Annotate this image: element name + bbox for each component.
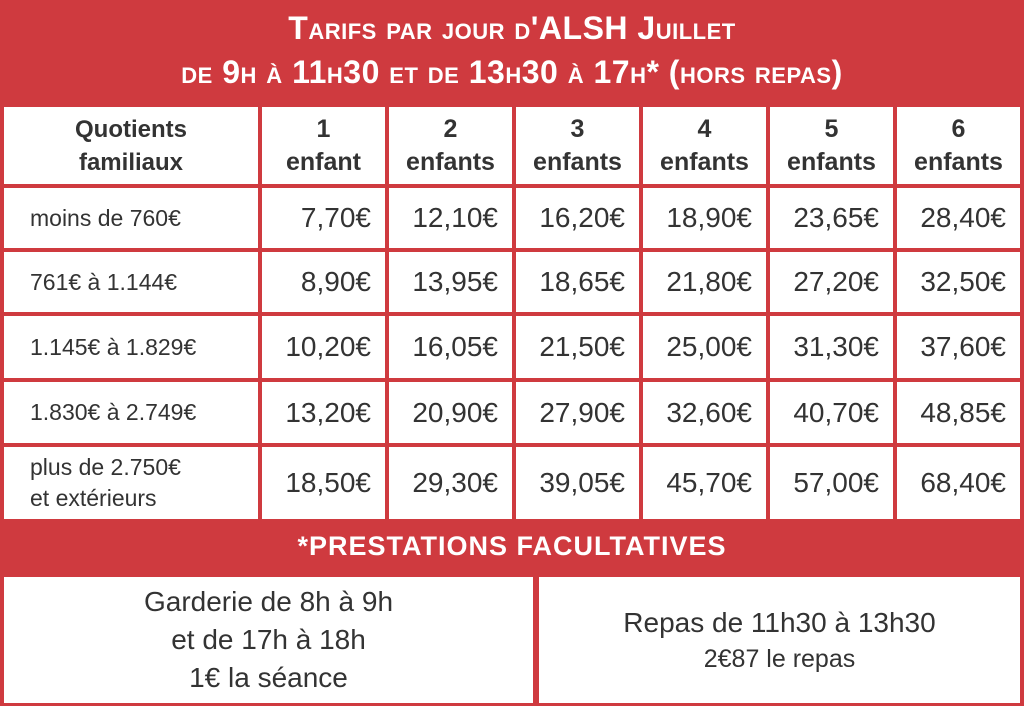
header-text: enfants [406, 147, 495, 176]
prestations-heading: *PRESTATIONS FACULTATIVES [297, 530, 727, 561]
price-cell: 13,20€ [262, 382, 385, 443]
price-cell: 31,30€ [770, 316, 893, 378]
price-cell: 32,50€ [897, 252, 1020, 312]
header-text: 4 [697, 114, 712, 143]
header-children-2 [389, 107, 512, 184]
header-children-1 [262, 107, 385, 184]
header-text: enfant [286, 147, 361, 176]
price-cell: 16,20€ [516, 188, 639, 248]
row-label-text: 1.145€ à 1.829€ [30, 333, 197, 360]
price-cell: 39,05€ [516, 447, 639, 519]
price-cell: 21,50€ [516, 316, 639, 378]
repas-line-1: Repas de 11h30 à 13h30 [623, 607, 936, 638]
header-children-5 [770, 107, 893, 184]
row-label-text: plus de 2.750€ [30, 454, 181, 480]
header-text: Quotients [75, 115, 187, 143]
price-cell: 29,30€ [389, 447, 512, 519]
header-text: 6 [951, 114, 966, 143]
row-label [4, 316, 258, 378]
header-text: 2 [443, 114, 458, 143]
row-label-text: 761€ à 1.144€ [30, 268, 178, 295]
price-cell: 57,00€ [770, 447, 893, 519]
price-cell: 18,50€ [262, 447, 385, 519]
garderie-line-2: et de 17h à 18h [171, 624, 366, 655]
price-cell: 23,65€ [770, 188, 893, 248]
price-cell: 21,80€ [643, 252, 766, 312]
price-cell: 45,70€ [643, 447, 766, 519]
title-line-2: de 9h à 11h30 et de 13h30 à 17h* (hors repas) [181, 54, 843, 90]
price-cell: 48,85€ [897, 382, 1020, 443]
price-cell: 18,65€ [516, 252, 639, 312]
page-title [0, 0, 1024, 104]
header-children-3 [516, 107, 639, 184]
title-line-1: Tarifs par jour d'ALSH Juillet [288, 10, 736, 46]
price-cell: 28,40€ [897, 188, 1020, 248]
header-text: 5 [824, 114, 839, 143]
price-cell: 68,40€ [897, 447, 1020, 519]
price-cell: 32,60€ [643, 382, 766, 443]
row-label [4, 188, 258, 248]
price-cell: 12,10€ [389, 188, 512, 248]
price-cell: 7,70€ [262, 188, 385, 248]
header-text: enfants [660, 147, 749, 176]
header-children-4 [643, 107, 766, 184]
price-cell: 18,90€ [643, 188, 766, 248]
price-cell: 27,90€ [516, 382, 639, 443]
price-cell: 8,90€ [262, 252, 385, 312]
header-text: familiaux [78, 148, 184, 176]
header-text: 3 [570, 114, 585, 143]
repas-box [539, 577, 1020, 703]
price-cell: 25,00€ [643, 316, 766, 378]
header-children-6 [897, 107, 1020, 184]
header-text: enfants [787, 147, 876, 176]
price-cell: 13,95€ [389, 252, 512, 312]
row-label [4, 252, 258, 312]
price-cell: 37,60€ [897, 316, 1020, 378]
price-cell: 27,20€ [770, 252, 893, 312]
row-label-text: et extérieurs [30, 485, 157, 511]
header-text: 1 [316, 114, 331, 143]
row-label-text: 1.830€ à 2.749€ [30, 399, 197, 425]
price-cell: 16,05€ [389, 316, 512, 378]
row-label [4, 447, 258, 519]
row-label [4, 382, 258, 443]
row-label-text: moins de 760€ [30, 204, 181, 231]
price-cell: 40,70€ [770, 382, 893, 443]
repas-price: 2€87 le repas [703, 645, 856, 673]
header-text: enfants [914, 147, 1003, 176]
header-text: enfants [533, 147, 622, 176]
price-cell: 10,20€ [262, 316, 385, 378]
header-quotients [4, 107, 258, 184]
garderie-line-1: Garderie de 8h à 9h [143, 586, 394, 617]
garderie-price: 1€ la séance [189, 662, 348, 693]
price-cell: 20,90€ [389, 382, 512, 443]
garderie-box [4, 577, 533, 703]
